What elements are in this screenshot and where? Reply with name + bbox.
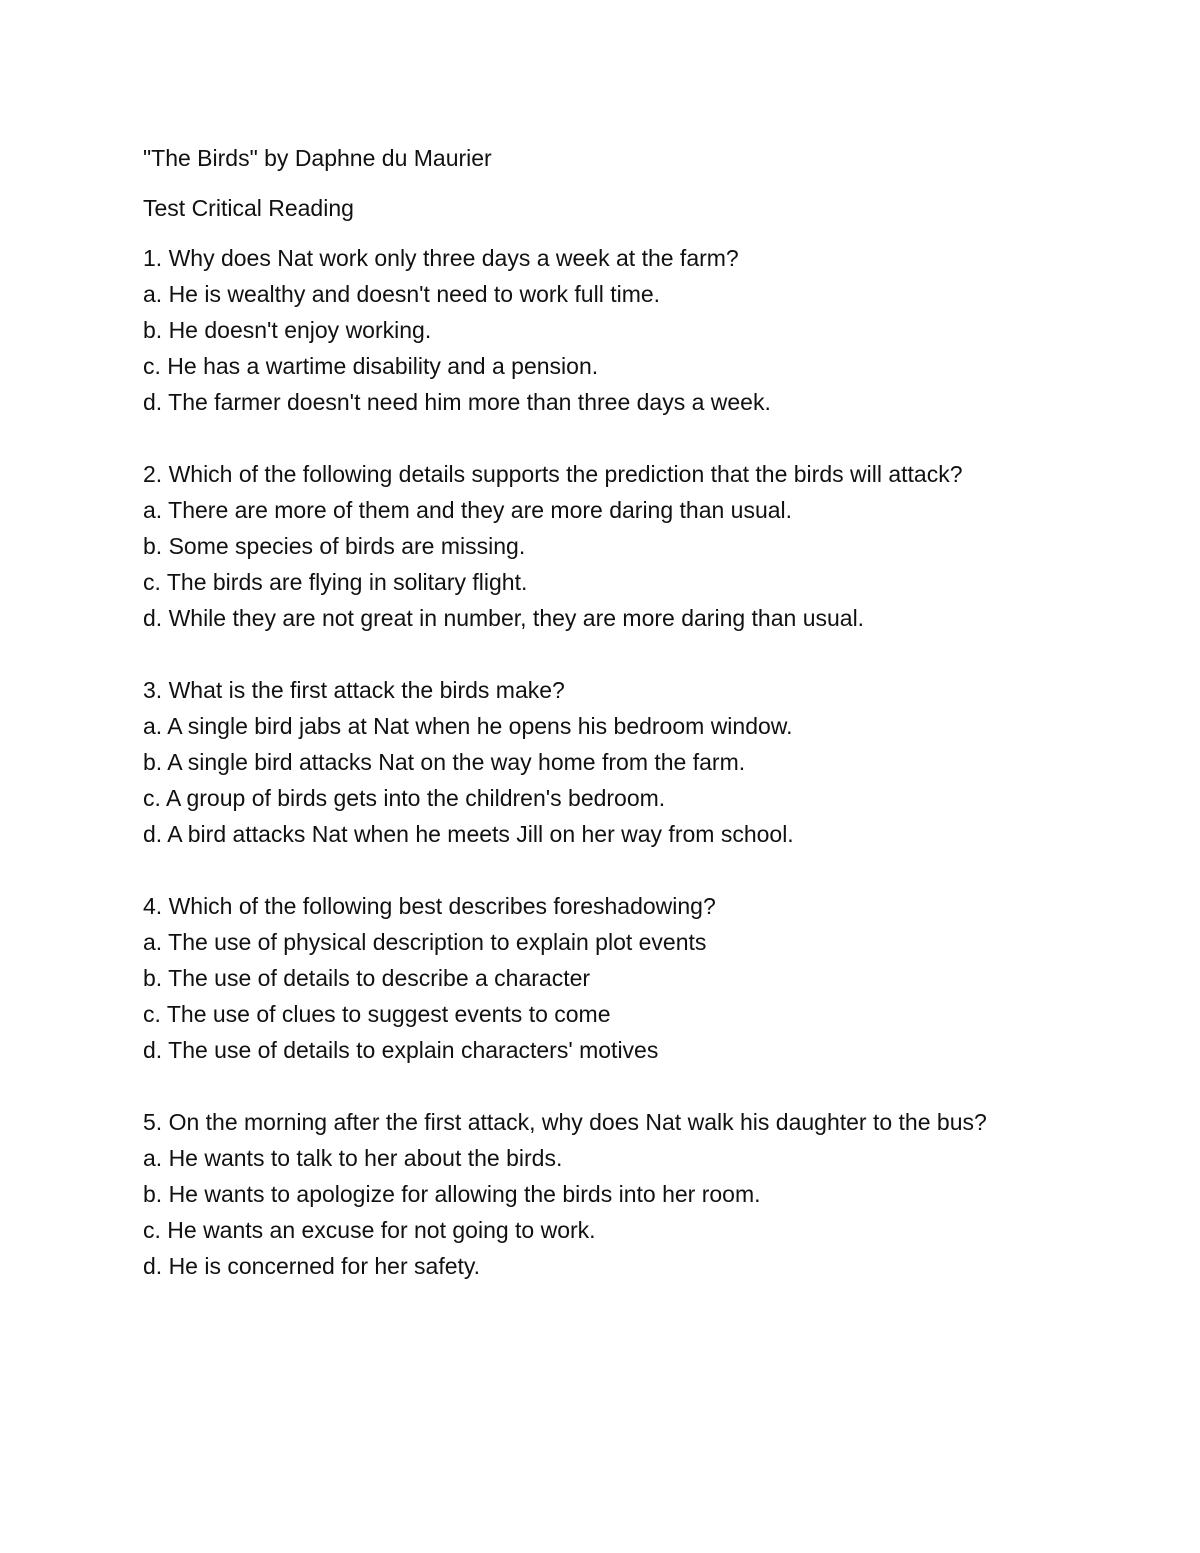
question-1 [143, 240, 1043, 420]
answer-option-d: d. While they are not great in number, they are more daring than usual. [143, 605, 865, 631]
answer-option-a: a. The use of physical description to explain plot events [143, 929, 707, 955]
question-text: 3. What is the first attack the birds make? [143, 677, 565, 703]
question-3 [143, 672, 1043, 852]
question-text: 1. Why does Nat work only three days a week at the farm? [143, 245, 739, 271]
answer-option-c: c. He has a wartime disability and a pension. [143, 353, 599, 379]
question-4 [143, 888, 1043, 1068]
answer-option-a: a. There are more of them and they are more daring than usual. [143, 497, 793, 523]
answer-option-c: c. A group of birds gets into the children's bedroom. [143, 785, 666, 811]
answer-option-d: d. He is concerned for her safety. [143, 1253, 481, 1279]
question-text: 4. Which of the following best describes foreshadowing? [143, 893, 716, 919]
document-body [143, 140, 1043, 1284]
answer-option-a: a. A single bird jabs at Nat when he opens his bedroom window. [143, 713, 793, 739]
answer-option-d: d. A bird attacks Nat when he meets Jill on her way from school. [143, 821, 794, 847]
question-5 [143, 1104, 1043, 1284]
answer-option-c: c. The use of clues to suggest events to come [143, 1001, 611, 1027]
question-text: 2. Which of the following details supports the prediction that the birds will attack? [143, 461, 963, 487]
answer-option-d: d. The farmer doesn't need him more than three days a week. [143, 389, 771, 415]
document-title: "The Birds" by Daphne du Maurier [143, 145, 492, 171]
document-subtitle: Test Critical Reading [143, 195, 354, 221]
answer-option-d: d. The use of details to explain characters' motives [143, 1037, 659, 1063]
answer-option-c: c. He wants an excuse for not going to work. [143, 1217, 596, 1243]
answer-option-a: a. He is wealthy and doesn't need to work full time. [143, 281, 661, 307]
question-text: 5. On the morning after the first attack, why does Nat walk his daughter to the bus? [143, 1109, 987, 1135]
answer-option-b: b. He doesn't enjoy working. [143, 317, 432, 343]
question-2 [143, 456, 1043, 636]
answer-option-c: c. The birds are flying in solitary flight. [143, 569, 528, 595]
answer-option-b: b. He wants to apologize for allowing the birds into her room. [143, 1181, 761, 1207]
answer-option-b: b. Some species of birds are missing. [143, 533, 526, 559]
answer-option-b: b. The use of details to describe a character [143, 965, 591, 991]
answer-option-a: a. He wants to talk to her about the birds. [143, 1145, 563, 1171]
answer-option-b: b. A single bird attacks Nat on the way home from the farm. [143, 749, 746, 775]
